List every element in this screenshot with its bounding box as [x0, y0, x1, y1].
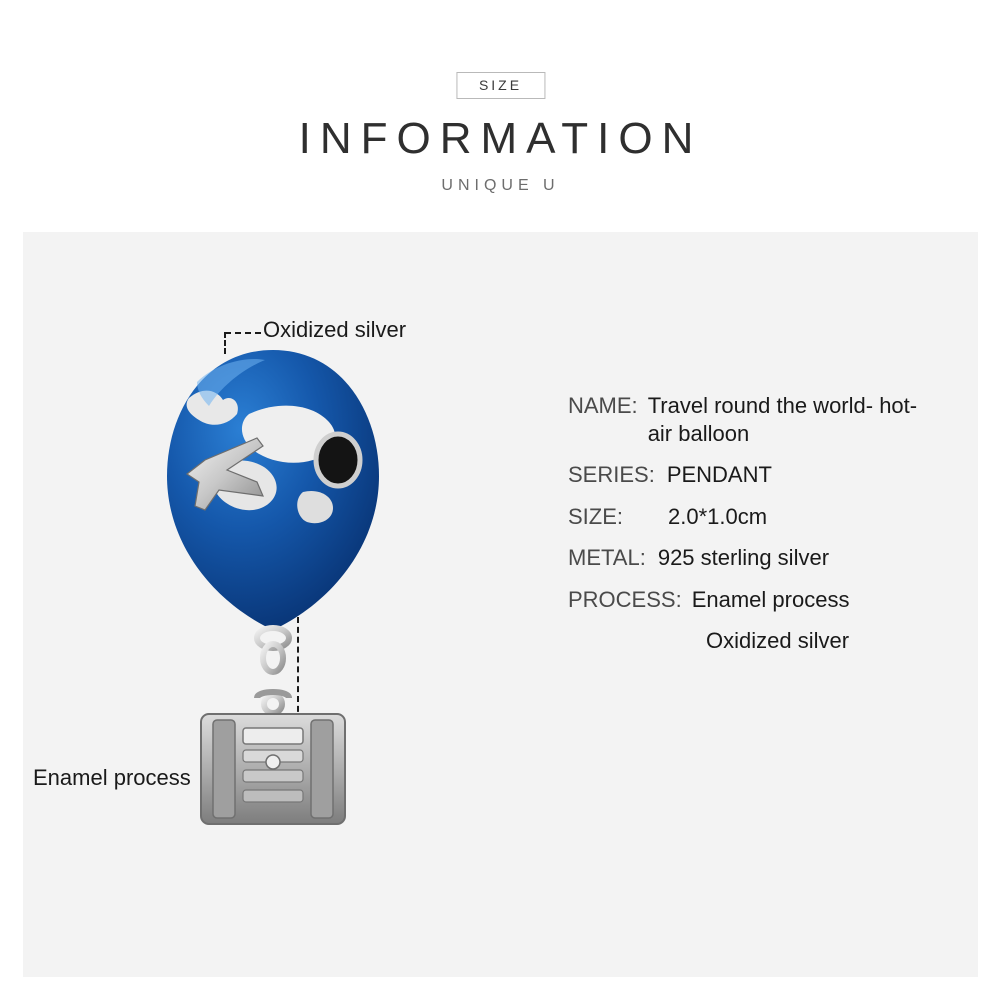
page-subtitle: UNIQUE U [441, 177, 560, 194]
spec-row-name [568, 392, 968, 447]
page-title: INFORMATION [298, 114, 703, 163]
information-panel [23, 232, 978, 977]
product-image-area [23, 232, 543, 977]
spec-label-size: SIZE: [568, 503, 624, 529]
spec-value-series: PENDANT [666, 462, 772, 487]
page-header [0, 0, 1001, 232]
spec-value-metal: 925 sterling silver [657, 545, 830, 570]
spec-value-process: Enamel process [691, 586, 850, 612]
specification-list [568, 392, 968, 655]
spec-row-process [568, 586, 968, 614]
size-badge: SIZE [456, 72, 545, 99]
spec-label-series: SERIES: [568, 462, 655, 487]
spec-row-series [568, 461, 968, 489]
callout-top-connector-horizontal [225, 332, 261, 334]
callout-oxidized-silver-label: Oxidized silver [263, 317, 407, 342]
spec-value-name: Travel round the world- hot-air balloon [647, 393, 918, 446]
spec-label-name: NAME: [568, 393, 638, 418]
spec-value-process-extra: Oxidized silver [706, 628, 850, 653]
spec-row-size [568, 503, 968, 531]
bead-hole [316, 434, 360, 486]
spec-label-process: PROCESS: [568, 586, 682, 612]
balloon-body [167, 350, 379, 630]
spec-label-metal: METAL: [568, 545, 646, 570]
callout-enamel-process-label: Enamel process [33, 765, 191, 790]
connector-rings [257, 628, 289, 713]
product-charm-illustration [153, 342, 393, 882]
spec-value-size: 2.0*1.0cm [668, 503, 768, 529]
spec-row-metal [568, 544, 968, 572]
